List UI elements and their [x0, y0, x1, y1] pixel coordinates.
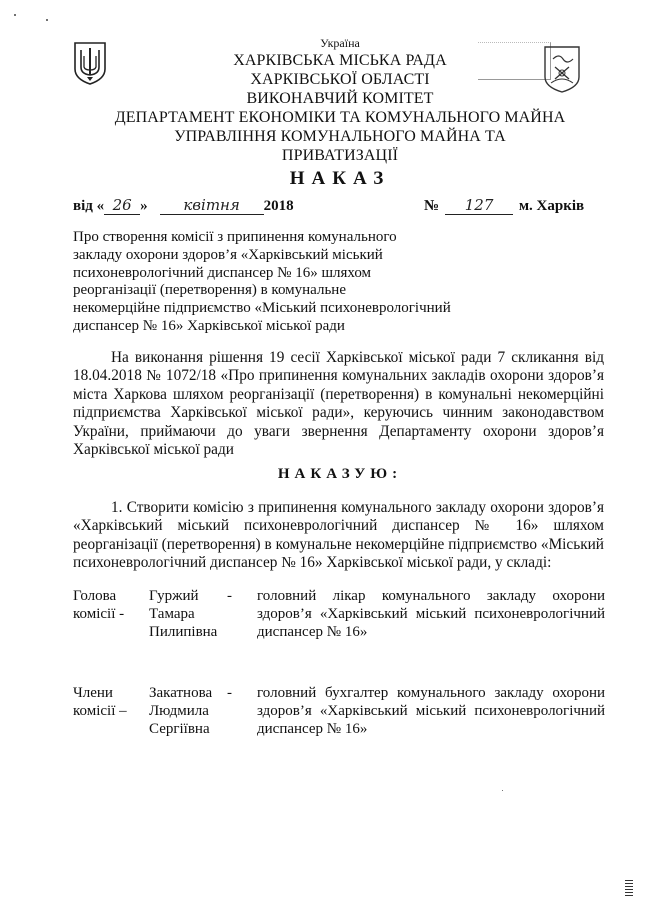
- number-line: [424, 196, 584, 215]
- member-name-line: Тамара: [149, 605, 195, 622]
- country-label: Україна: [320, 36, 360, 50]
- member-name-line: Гуржий: [149, 588, 199, 604]
- document-title: НАКАЗ: [289, 168, 391, 189]
- subject-line: психоневрологічний диспансер № 16» шляхом: [73, 264, 372, 281]
- member-dash: -: [227, 588, 232, 604]
- scan-speck: [14, 14, 16, 16]
- preamble-paragraph: На виконання рішення 19 сесії Харківської міської ради 7 скликання від 18.04.2018 № 1072/18 «Про припинення комунальних закладів охорони здоров’я міста Харкова шляхом реорганізації (перетворення) в комунальні некомерційні підприємства Харківської міської ради», керуючись чинним законодавством України, приймаючи до уваги звернення Департаменту охорони здоров’я Харківської міської ради: [73, 349, 604, 459]
- subject-line: некомерційне підприємство «Міський психоневрологічний: [73, 300, 451, 317]
- org-header-line: ВИКОНАВЧИЙ КОМІТЕТ: [246, 90, 434, 107]
- subject-line: диспансер № 16» Харківської міської ради: [73, 317, 345, 334]
- order-subject: [73, 229, 493, 336]
- order-item-1: 1. Створити комісію з припинення комунального закладу охорони здоров’я «Харківський міський психоневрологічний диспансер № 16» шляхом реорганізації (перетворення) в комунальне некомерційне підприємство «Міський психоневрологічний диспансер № 16» Харківської міської ради, у складі:: [73, 499, 604, 572]
- date-prefix: від «: [73, 198, 105, 214]
- org-header: [60, 51, 620, 165]
- scan-mark: [625, 878, 633, 896]
- date-year: 2018: [263, 198, 294, 214]
- subject-line: Про створення комісії з припинення комунального: [73, 229, 397, 245]
- member-role: [73, 685, 153, 721]
- member-name-line: Закатнова: [149, 685, 213, 701]
- order-number: 127: [445, 196, 513, 215]
- number-label: №: [424, 198, 440, 214]
- member-role-line: комісії -: [73, 605, 125, 622]
- member-position: головний бухгалтер комунального закладу охорони здоров’я «Харківський міський психоневрологічний диспансер № 16»: [257, 685, 605, 737]
- scan-speck: [502, 790, 503, 791]
- date-month: квітня: [160, 196, 264, 215]
- org-header-line: ДЕПАРТАМЕНТ ЕКОНОМІКИ ТА КОМУНАЛЬНОГО МАЙНА: [114, 109, 566, 126]
- city-label: м. Харків: [518, 198, 585, 214]
- org-header-line: ПРИВАТИЗАЦІЇ: [281, 147, 399, 164]
- member-role-line: Голова: [73, 588, 117, 604]
- date-quote-close: »: [140, 198, 148, 214]
- subject-line: реорганізації (перетворення) в комунальне: [73, 282, 346, 299]
- member-name: [149, 588, 239, 641]
- member-role-line: Члени: [73, 685, 113, 701]
- order-heading: НАКАЗУЮ:: [277, 466, 403, 482]
- member-dash: -: [227, 685, 232, 701]
- member-role: [73, 588, 153, 624]
- scan-speck: [46, 19, 48, 21]
- date-line: [73, 196, 294, 215]
- member-name: [149, 685, 239, 738]
- subject-line: закладу охорони здоров’я «Харківський міський: [73, 246, 383, 263]
- date-day: 26: [104, 196, 140, 215]
- member-name-line: Сергіївна: [149, 720, 210, 737]
- member-position: головний лікар комунального закладу охорони здоров’я «Харківський міський психоневрологічний диспансер № 16»: [257, 588, 605, 640]
- org-header-line: ХАРКІВСЬКОЇ ОБЛАСТІ: [250, 71, 430, 88]
- member-role-line: комісії –: [73, 702, 127, 719]
- member-name-line: Людмила: [149, 702, 209, 719]
- org-header-line: ХАРКІВСЬКА МІСЬКА РАДА: [233, 52, 447, 69]
- member-name-line: Пилипівна: [149, 623, 218, 640]
- org-header-line: УПРАВЛІННЯ КОМУНАЛЬНОГО МАЙНА ТА: [174, 128, 506, 145]
